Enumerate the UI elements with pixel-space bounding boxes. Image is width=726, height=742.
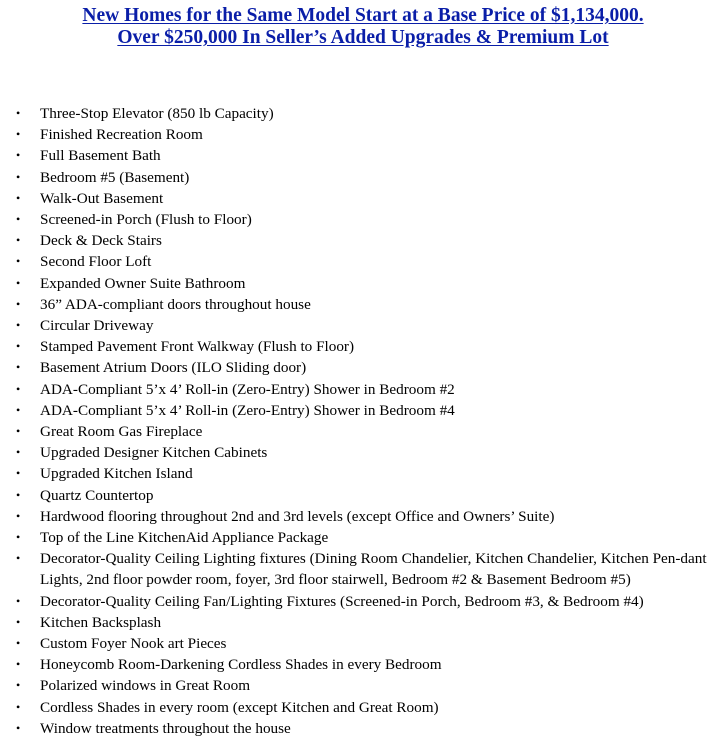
bullet-icon: •	[16, 275, 21, 290]
bullet-icon: •	[16, 296, 21, 311]
feature-list-item	[0, 188, 726, 209]
bullet-icon: •	[16, 636, 21, 651]
feature-list-item	[0, 548, 723, 590]
feature-list-item	[0, 591, 723, 612]
bullet-icon: •	[16, 699, 21, 714]
feature-text: Stamped Pavement Front Walkway (Flush to Floor)	[40, 338, 355, 356]
feature-text: Screened-in Porch (Flush to Floor)	[40, 211, 252, 229]
feature-text: Cordless Shades in every room (except Kitchen and Great Room)	[40, 698, 439, 716]
bullet-icon: •	[16, 551, 21, 566]
bullet-icon: •	[16, 720, 21, 735]
feature-list-item	[0, 527, 726, 548]
bullet-icon: •	[16, 339, 21, 354]
feature-list-item	[0, 612, 726, 633]
bullet-icon: •	[16, 593, 21, 608]
bullet-icon: •	[16, 169, 21, 184]
feature-list-item	[0, 463, 726, 484]
feature-text: Decorator-Quality Ceiling Lighting fixtures (Dining Room Chandelier, Kitchen Chandelier, Kitchen Pen-dant Lights, 2nd floor powder room, foyer, 3rd floor stairwell, Bedroom #2 & Basement Bedroom #5)	[40, 550, 707, 589]
feature-text: Upgraded Designer Kitchen Cabinets	[40, 444, 268, 462]
feature-list-item	[0, 273, 726, 294]
feature-text: Quartz Countertop	[40, 486, 154, 504]
feature-list-item	[0, 209, 726, 230]
bullet-icon: •	[16, 254, 21, 269]
feature-list-item	[0, 697, 726, 718]
feature-text: Full Basement Bath	[40, 147, 161, 165]
feature-list-item	[0, 167, 726, 188]
feature-list-item	[0, 485, 726, 506]
bullet-icon: •	[16, 466, 21, 481]
feature-text: Decorator-Quality Ceiling Fan/Lighting Fixtures (Screened-in Porch, Bedroom #3, & Bedroom #4)	[40, 592, 644, 610]
feature-text: Honeycomb Room-Darkening Cordless Shades in every Bedroom	[40, 656, 442, 674]
feature-list-item	[0, 633, 726, 654]
bullet-icon: •	[16, 106, 21, 120]
feature-text: Expanded Owner Suite Bathroom	[40, 274, 246, 292]
bullet-icon: •	[16, 360, 21, 375]
feature-list-item	[0, 654, 726, 675]
feature-text: Bedroom #5 (Basement)	[40, 168, 190, 186]
feature-list-item	[0, 506, 726, 527]
feature-list-item	[0, 379, 726, 400]
feature-text: Second Floor Loft	[40, 253, 152, 271]
feature-text: ADA-Compliant 5’x 4’ Roll-in (Zero-Entry) Shower in Bedroom #2	[40, 380, 455, 398]
bullet-icon: •	[16, 445, 21, 460]
bullet-icon: •	[16, 318, 21, 333]
bullet-icon: •	[16, 678, 21, 693]
bullet-icon: •	[16, 530, 21, 545]
heading-line-price: New Homes for the Same Model Start at a Base Price of $1,134,000.	[82, 5, 644, 26]
feature-list-item	[0, 230, 726, 251]
feature-list-item	[0, 357, 726, 378]
feature-text: 36” ADA-compliant doors throughout house	[40, 295, 311, 313]
feature-list-item	[0, 145, 726, 166]
feature-text: Polarized windows in Great Room	[40, 677, 251, 695]
bullet-icon: •	[16, 508, 21, 523]
feature-text: Window treatments throughout the house	[40, 719, 291, 737]
bullet-icon: •	[16, 148, 21, 163]
feature-text: Top of the Line KitchenAid Appliance Package	[40, 529, 329, 547]
bullet-icon: •	[16, 657, 21, 672]
feature-text: Kitchen Backsplash	[40, 613, 162, 631]
feature-text: Deck & Deck Stairs	[40, 232, 162, 250]
bullet-icon: •	[16, 127, 21, 142]
feature-list-item	[0, 124, 726, 145]
bullet-icon: •	[16, 233, 21, 248]
feature-list-item	[0, 294, 726, 315]
bullet-icon: •	[16, 190, 21, 205]
feature-list-item	[0, 400, 726, 421]
bullet-icon: •	[16, 402, 21, 417]
feature-text: Finished Recreation Room	[40, 126, 203, 144]
feature-list-item	[0, 718, 726, 739]
feature-list-item	[0, 315, 726, 336]
heading-line-upgrades: Over $250,000 In Seller’s Added Upgrades & Premium Lot	[117, 27, 609, 48]
feature-text: Three-Stop Elevator (850 lb Capacity)	[40, 105, 274, 122]
bullet-icon: •	[16, 424, 21, 439]
feature-text: Hardwood flooring throughout 2nd and 3rd levels (except Office and Owners’ Suite)	[40, 507, 555, 525]
feature-list-item	[0, 675, 726, 696]
feature-text: Basement Atrium Doors (ILO Sliding door)	[40, 359, 307, 377]
feature-list-item	[0, 421, 726, 442]
feature-text: Custom Foyer Nook art Pieces	[40, 635, 227, 653]
document-heading	[0, 5, 726, 49]
bullet-icon: •	[16, 487, 21, 502]
bullet-icon: •	[16, 381, 21, 396]
feature-list-item	[0, 251, 726, 272]
upgrade-feature-list	[0, 103, 726, 739]
feature-text: ADA-Compliant 5’x 4’ Roll-in (Zero-Entry) Shower in Bedroom #4	[40, 401, 455, 419]
feature-list-item	[0, 336, 726, 357]
feature-text: Walk-Out Basement	[40, 189, 164, 207]
feature-list-item	[0, 103, 726, 124]
feature-text: Circular Driveway	[40, 317, 154, 335]
feature-list-item	[0, 442, 726, 463]
feature-text: Upgraded Kitchen Island	[40, 465, 193, 483]
bullet-icon: •	[16, 212, 21, 227]
feature-text: Great Room Gas Fireplace	[40, 423, 203, 441]
bullet-icon: •	[16, 614, 21, 629]
